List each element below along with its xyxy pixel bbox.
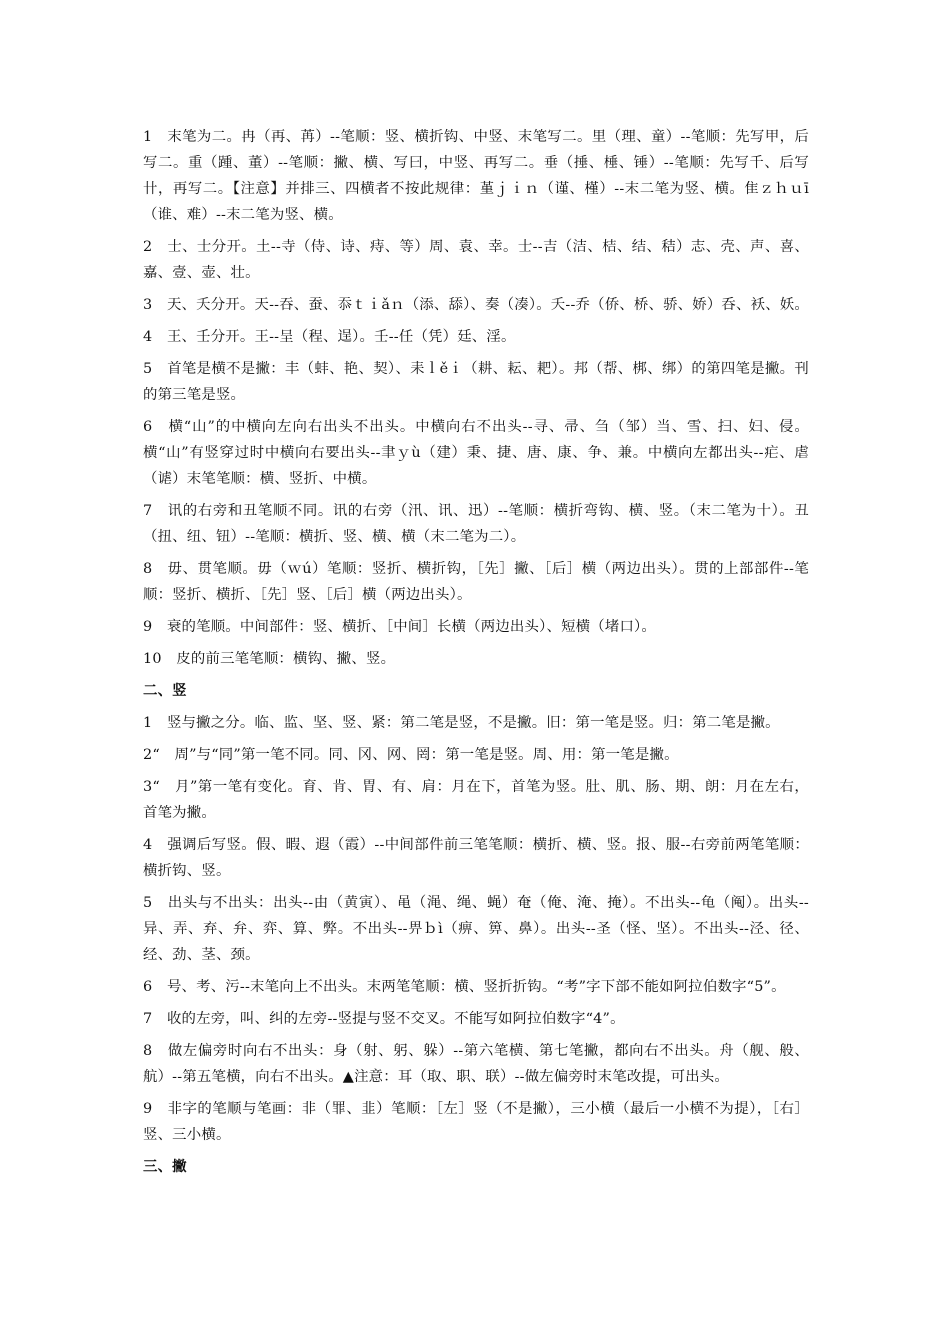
document-body (143, 124, 809, 1186)
paragraph-2-3: 3“ 月”第一笔有变化。育、肯、胃、有、肩：月在下，首笔为竖。肚、肌、肠、期、朗：月在左右，首笔为撇。 (143, 779, 809, 821)
section-heading-left-falling: 三、撇 (143, 1159, 187, 1175)
paragraph-1-5: 5 首笔是横不是撇：丰（蚌、艳、契）、耒ｌěｉ（耕、耘、耙）。邦（帮、梆、绑）的第四笔是撇。刊的第三笔是竖。 (143, 361, 809, 403)
paragraph-1-8: 8 毋、贯笔顺。毋（ｗú）笔顺：竖折、横折钩，［先］撇、［后］横（两边出头）。贯的上部部件--笔顺：竖折、横折、［先］竖、［后］横（两边出头）。 (143, 561, 809, 603)
paragraph-1-2: 2 士、士分开。土--寺（侍、诗、痔、等）周、袁、幸。士--吉（洁、桔、结、秸）志、壳、声、喜、嘉、壹、壶、壮。 (143, 239, 809, 281)
paragraph-2-2: 2“ 周”与“同”第一笔不同。同、冈、网、罔：第一笔是竖。周、用：第一笔是撇。 (143, 747, 679, 763)
paragraph-2-8: 8 做左偏旁时向右不出头：身（射、躬、躲）--第六笔横、第七笔撇，都向右不出头。舟（舰、般、航）--第五笔横，向右不出头。▲注意：耳（取、职、联）--做左偏旁时末笔改提，可出头。 (143, 1043, 809, 1085)
paragraph-2-5: 5 出头与不出头：出头--由（黄寅）、黾（渑、绳、蝇）奄（俺、淹、掩）。不出头--龟（阄）。出头--异、弄、弃、弁、弈、算、弊。不出头--畀ｂì（痹、箅、鼻）。出头--圣（怪、坚）。不出头--泾、径、经、劲、茎、颈。 (143, 895, 809, 963)
paragraph-2-1: 1 竖与撇之分。临、监、坚、竖、紧：第二笔是竖，不是撇。旧：第一笔是竖。归：第二笔是撇。 (143, 715, 780, 731)
paragraph-1-10: 10 皮的前三笔笔顺：横钩、撇、竖。 (143, 651, 396, 667)
paragraph-1-3: 3 天、夭分开。天--吞、蚕、忝ｔｉǎｎ（添、舔）、奏（凑）。夭--乔（侨、桥、骄、娇）呑、袄、妖。 (143, 297, 809, 313)
paragraph-2-9: 9 非字的笔顺与笔画：非（罪、韭）笔顺：［左］竖（不是撇），三小横（最后一小横不为提），［右］竖、三小横。 (143, 1101, 809, 1143)
paragraph-1-1: 1 末笔为二。冉（再、苒）--笔顺：竖、横折钩、中竖、末笔写二。里（理、童）--笔顺：先写甲，后写二。重（踵、董）--笔顺：撇、横、写曰，中竖、再写二。垂（捶、棰、锤）--笔顺：先写千、后写卄，再写二。【注意】并排三、四横者不按此规律：堇ｊｉｎ（谨、槿）--末二笔为竖、横。隹ｚｈｕī（谁、难）--末二笔为竖、横。 (143, 129, 809, 223)
paragraph-2-6: 6 号、考、污--末笔向上不出头。末两笔笔顺：横、竖折折钩。“考”字下部不能如阿拉伯数字“5”。 (143, 979, 786, 995)
section-heading-vertical: 二、竖 (143, 683, 187, 699)
paragraph-2-4: 4 强调后写竖。假、暇、遐（霞）--中间部件前三笔笔顺：横折、横、竖。报、服--右旁前两笔笔顺：横折钩、竖。 (143, 837, 809, 879)
paragraph-1-4: 4 王、壬分开。王--呈（程、逞）。壬--任（凭）廷、淫。 (143, 329, 516, 345)
paragraph-1-6: 6 横“山”的中横向左向右出头不出头。中横向右不出头--寻、帚、刍（邹）当、雪、扫、妇、侵。横“山”有竖穿过时中横向右要出头--聿ｙù（建）秉、捷、唐、康、争、兼。中横向左都出头--疟、虐（谑）末笔笔顺：横、竖折、中横。 (143, 419, 809, 487)
paragraph-1-9: 9 衰的笔顺。中间部件：竖、横折、［中间］长横（两边出头）、短横（堵口）。 (143, 619, 657, 635)
paragraph-2-7: 7 收的左旁，叫、纠的左旁--竖提与竖不交叉。不能写如阿拉伯数字“4”。 (143, 1011, 625, 1027)
paragraph-1-7: 7 讯的右旁和丑笔顺不同。讯的右旁（汛、讯、迅）--笔顺：横折弯钩、横、竖。（末二笔为十）。丑（扭、纽、钮）--笔顺：横折、竖、横、横（末二笔为二）。 (143, 503, 809, 545)
